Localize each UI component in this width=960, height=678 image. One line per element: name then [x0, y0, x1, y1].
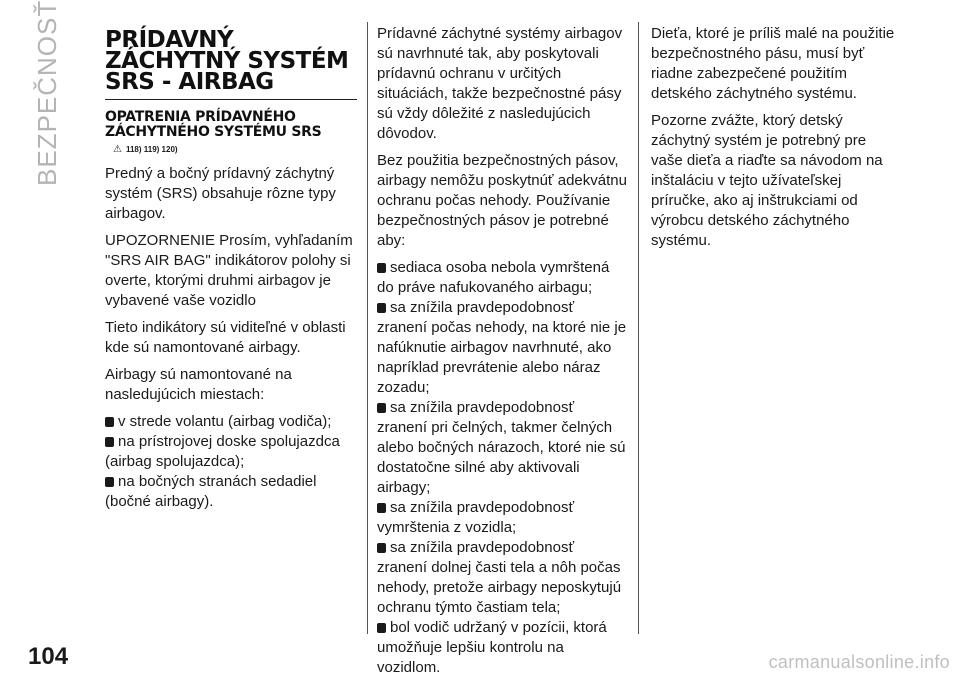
column-middle: [377, 24, 627, 678]
list-item: sediaca osoba nebola vymrštená do práve nafukovaného airbagu;: [377, 259, 610, 296]
list-item: na prístrojovej doske spolujazdca (airbag spolujazdca);: [105, 433, 340, 470]
bullet-icon: [377, 263, 386, 273]
bullet-icon: [377, 543, 386, 553]
paragraph: Bez použitia bezpečnostných pásov, airbagy nemôžu poskytnúť adekvátnu ochranu počas nehody. Používanie bezpečnostných pásov je potrebné aby:: [377, 152, 627, 249]
chapter-title: PRÍDAVNÝ ZÁCHYTNÝ SYSTÉM SRS - AIRBAG: [105, 30, 357, 100]
list-item: sa znížila pravdepodobnosť zranení počas nehody, na ktoré nie je nafúknutie airbagov navrhnuté, ako napríklad prevrátenie alebo náraz zozadu;: [377, 299, 627, 396]
column-divider: [638, 22, 639, 634]
section-heading: OPATRENIA PRÍDAVNÉHO ZÁCHYTNÉHO SYSTÉMU SRS: [105, 109, 322, 140]
bullet-icon: [377, 403, 386, 413]
list-item: sa znížila pravdepodobnosť zranení dolnej časti tela a nôh počas nehody, pretože airbagy neposkytujú ochranu týmto častiam tela;: [377, 539, 622, 616]
bullet-icon: [377, 303, 386, 313]
section-side-title: BEZPEČNOSŤ: [32, 0, 62, 186]
refs-text: 118) 119) 120): [125, 145, 178, 154]
bullet-icon: [377, 623, 386, 633]
paragraph: Tieto indikátory sú viditeľné v oblasti kde sú namontované airbagy.: [105, 319, 346, 356]
paragraph: Dieťa, ktoré je príliš malé na použitie bezpečnostného pásu, musí byť riadne zabezpečené použitím detského záchytného systému.: [651, 25, 895, 102]
paragraph: Predný a bočný prídavný záchytný systém (SRS) obsahuje rôzne typy airbagov.: [105, 165, 336, 222]
paragraph: Pozorne zvážte, ktorý detský záchytný systém je potrebný pre vaše dieťa a riaďte sa návodom na inštaláciu v tejto užívateľskej príručke, ako aj inštrukciami od výrobcu detského záchytného systému.: [651, 112, 883, 249]
list-item: na bočných stranách sedadiel (bočné airbagy).: [105, 473, 317, 510]
page-number: 104: [28, 643, 69, 670]
paragraph: Airbagy sú namontované na nasledujúcich miestach:: [105, 366, 292, 403]
list-item: sa znížila pravdepodobnosť zranení pri čelných, takmer čelných alebo bočných nárazoch, ktoré nie sú dostatočne silné aby aktivovali airbagy;: [377, 399, 626, 496]
list-item: sa znížila pravdepodobnosť vymrštenia z vozidla;: [377, 499, 575, 536]
paragraph: Prídavné záchytné systémy airbagov sú navrhnuté tak, aby poskytovali prídavnú ochranu v určitých situáciách, takže bezpečnostné pásy sú vždy dôležité z nasledujúcich dôvodov.: [377, 25, 623, 142]
column-right: [651, 24, 901, 258]
column-left: [105, 24, 357, 512]
bullet-icon: [105, 417, 114, 427]
bullet-icon: [105, 477, 114, 487]
list-item: v strede volantu (airbag vodiča);: [105, 412, 357, 432]
warning-references: [113, 144, 357, 156]
bullet-icon: [105, 437, 114, 447]
paragraph: UPOZORNENIE Prosím, vyhľadaním "SRS AIR BAG" indikátorov polohy si overte, ktorými druhmi airbagov je vybavené vaše vozidlo: [105, 232, 353, 309]
column-divider: [367, 22, 368, 634]
warning-triangle-icon: ⚠: [113, 144, 122, 155]
bullet-icon: [377, 503, 386, 513]
watermark: carmanualsonline.info: [768, 652, 950, 672]
list-item: bol vodič udržaný v pozícii, ktorá umožňuje lepšiu kontrolu na vozidlom.: [377, 619, 607, 676]
